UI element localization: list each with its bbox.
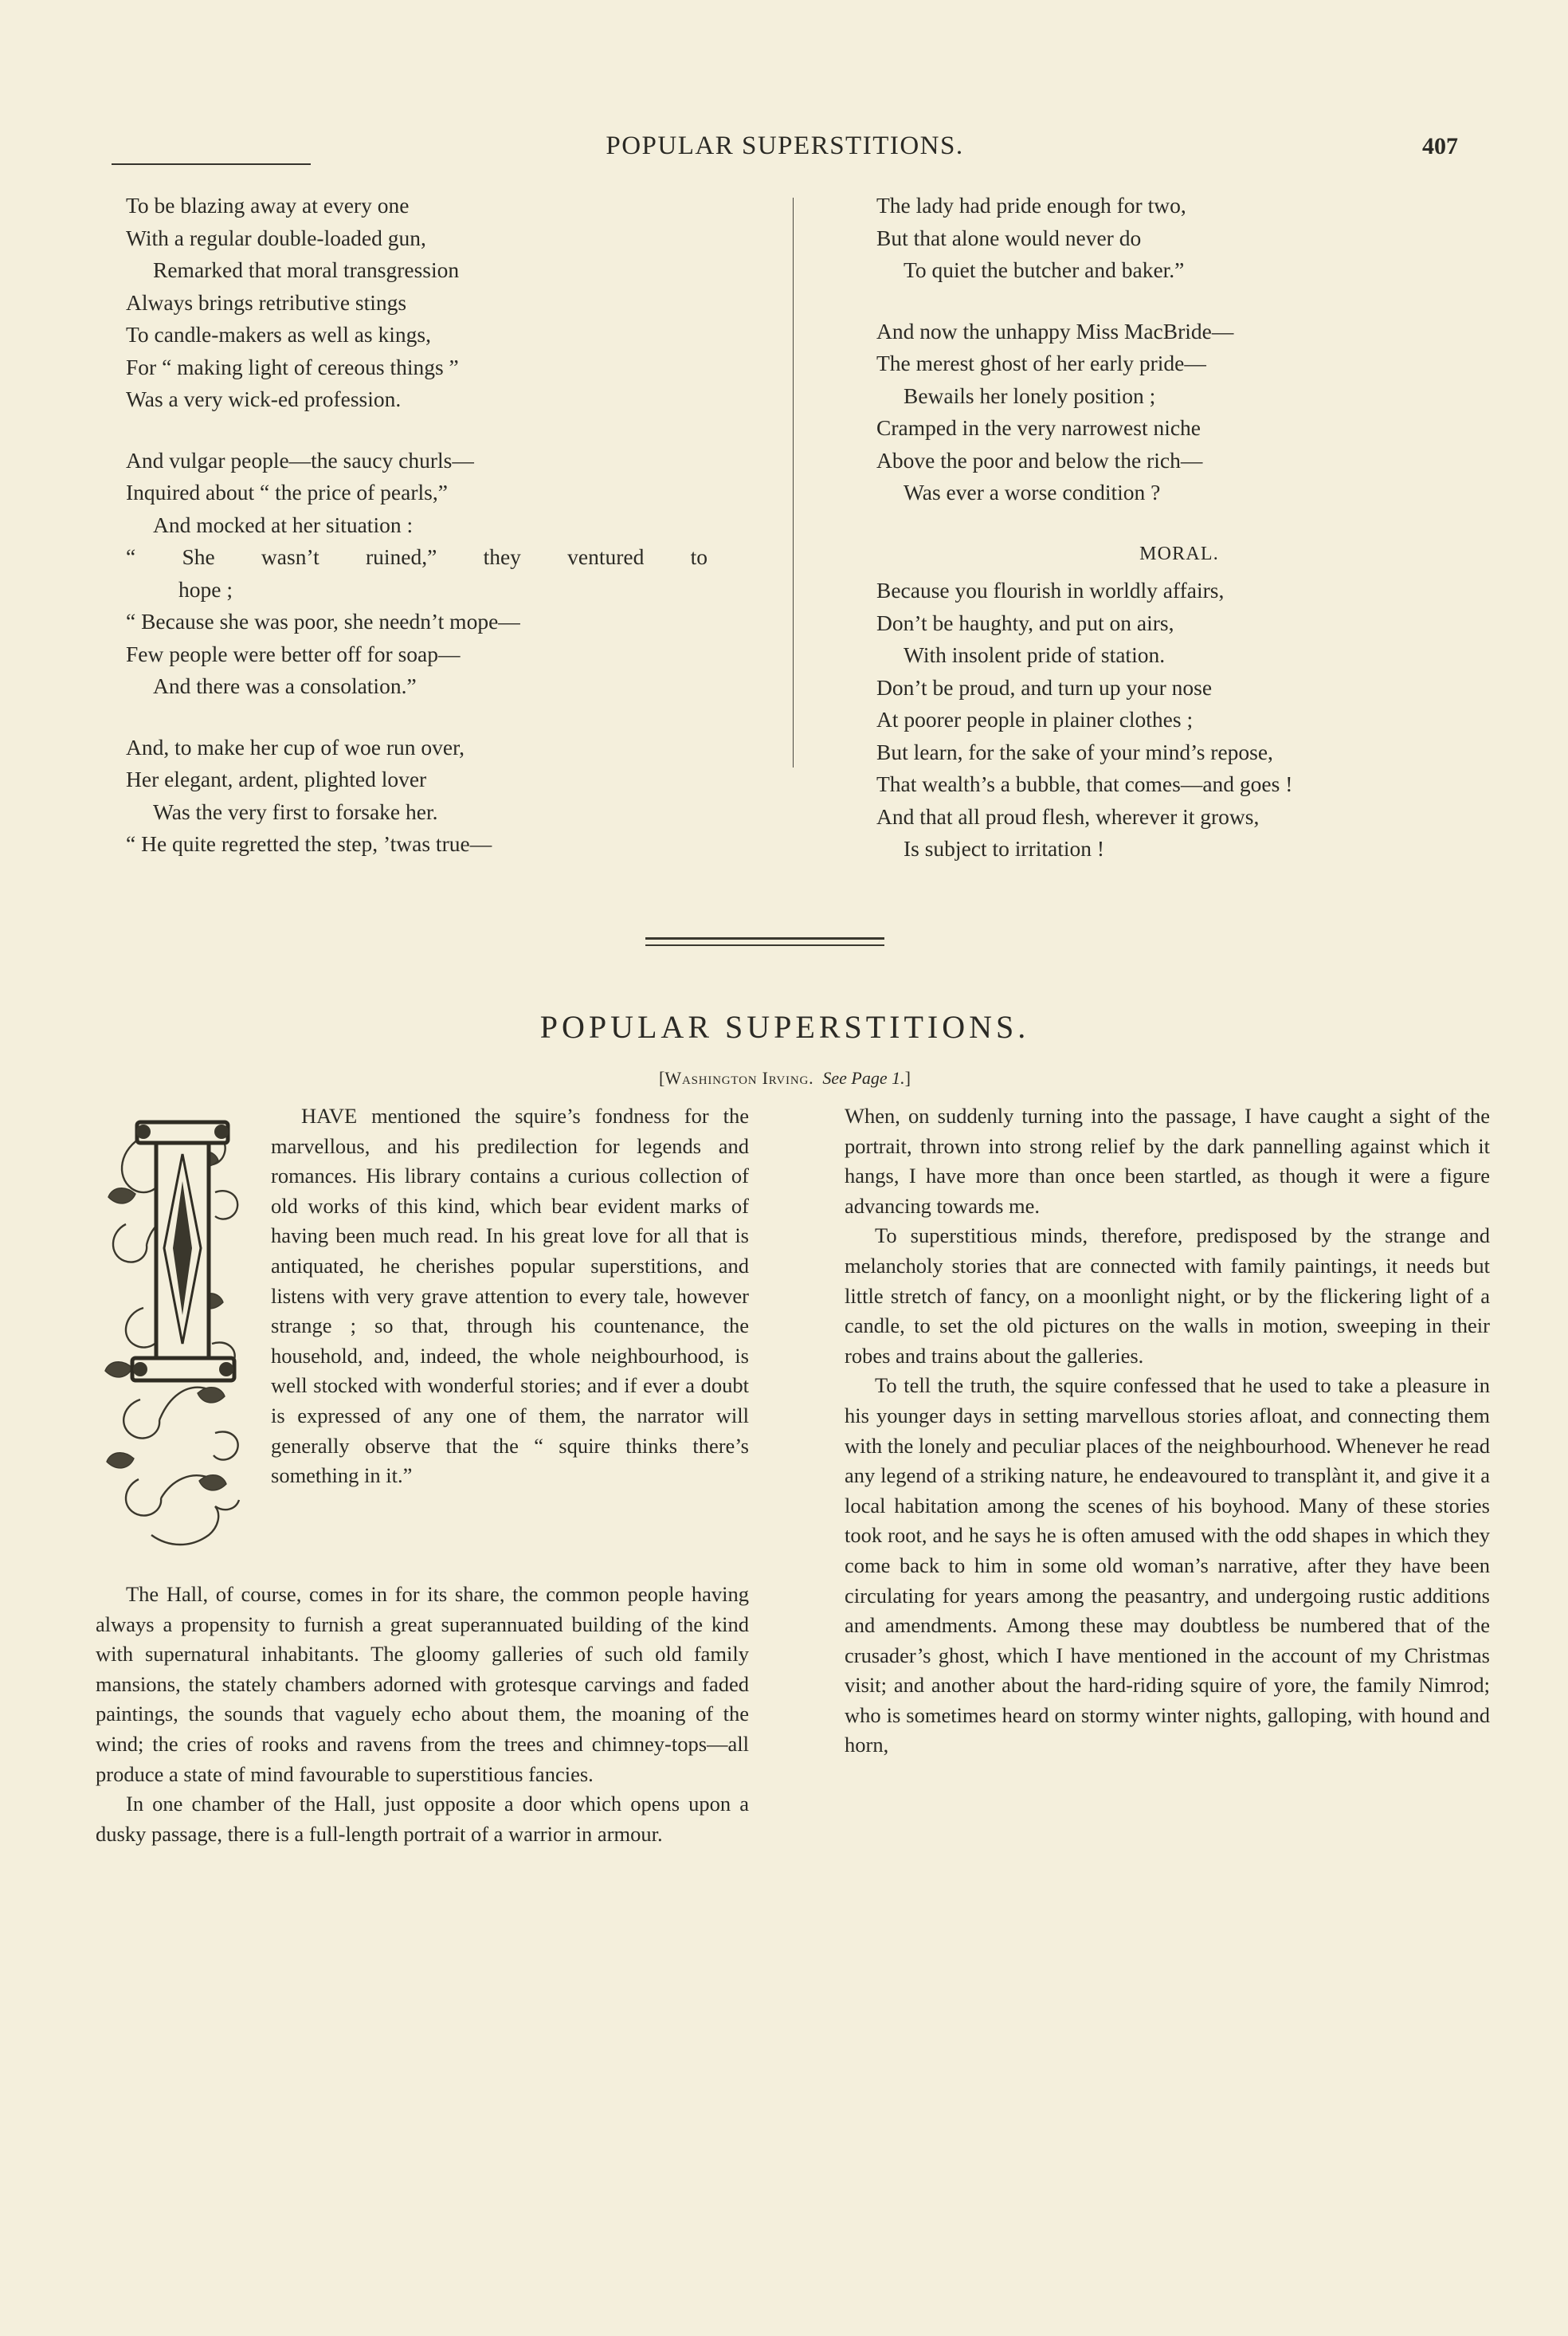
poem-line: And now the unhappy Miss MacBride— xyxy=(876,318,1234,344)
poem-line: And vulgar people—the saucy churls— xyxy=(126,447,474,473)
poem-stanza xyxy=(126,732,708,861)
poem-line: For “ making light of cereous things ” xyxy=(126,354,459,379)
poem-line: “ He quite regretted the step, ’twas true— xyxy=(126,831,492,856)
column-divider-rule xyxy=(793,198,794,768)
poem-line: Above the poor and below the rich— xyxy=(876,447,1203,473)
poem-right-column xyxy=(876,190,1482,894)
poem-stanza xyxy=(876,538,1482,866)
poem-stanza xyxy=(876,190,1482,287)
article-paragraph: To tell the truth, the squire confessed that he used to take a pleasure in his younger days in setting marvellous stories afloat, and connecting them with the lonely and peculiar places of the neighbourhood. Whenever he read any legend of a striking nature, he endeavoured to transplànt it, and give it a local habitation among the scenes of his boyhood. Many of these stories took root, and he says he is often amused with the odd shapes in which they come back to him in some old woman’s narrative, after they have been circulating for years among the peasantry, and undergoing rustic additions and amendments. Among these may doubtless be numbered that of the crusader’s ghost, which I have mentioned in the account of my Christmas visit; and another about the hard-riding squire of yore, the family Nimrod; who is sometimes heard on stormy winter nights, galloping, with hound and horn, xyxy=(845,1373,1490,1757)
poem-line: At poorer people in plainer clothes ; xyxy=(876,707,1194,732)
poem-line: To quiet the butcher and baker.” xyxy=(904,257,1185,282)
poem-stanza-heading: MORAL. xyxy=(1139,543,1219,564)
divider-rule-bottom xyxy=(645,944,884,946)
poem-line: Because you flourish in worldly affairs, xyxy=(876,578,1225,603)
poem-left-column xyxy=(126,190,708,889)
poem-line: And that all proud flesh, wherever it grows, xyxy=(876,803,1260,829)
ornamental-divider xyxy=(645,937,884,946)
poem-line: “ She wasn’t ruined,” they ventured to xyxy=(126,544,708,569)
poem-line: The merest ghost of her early pride— xyxy=(876,351,1206,375)
poem-stanza xyxy=(126,445,708,703)
article-left-column xyxy=(96,1101,749,1849)
poem-line: But that alone would never do xyxy=(876,225,1142,250)
article-paragraph: To superstitious minds, therefore, predisposed by the strange and melancholy stories that are connected with family paintings, it needs but little stretch of fancy, on a moonlight night, or by the flickering light of a candle, to set the old pictures on the walls in motion, sweeping in their robes and trains about the galleries. xyxy=(845,1223,1490,1368)
poem-section xyxy=(112,190,1458,883)
poem-line: And there was a consolation.” xyxy=(153,673,417,698)
poem-line: hope ; xyxy=(178,576,233,602)
poem-line: Is subject to irritation ! xyxy=(904,836,1105,861)
article-title: POPULAR SUPERSTITIONS. xyxy=(539,1009,1030,1045)
credit-note: See Page 1. xyxy=(822,1068,905,1088)
poem-line: “ Because she was poor, she needn’t mope— xyxy=(126,609,520,634)
header-rule xyxy=(112,163,311,165)
illuminated-dropcap-icon xyxy=(96,1105,263,1575)
poem-line: Cramped in the very narrowest niche xyxy=(876,415,1201,440)
poem-line: Was ever a worse condition ? xyxy=(904,480,1161,504)
poem-line: Few people were better off for soap— xyxy=(126,641,461,666)
article-paragraph: HAVE mentioned the squire’s fondness for the marvellous, and his predilection for legends and romances. His library contains a curious collection of old works of this kind, which bear evident marks of having been much read. In his great love for all that is antiquated, he cherishes popular superstitions, and listens with very grave attention to every tale, however strange ; so that, through his countenance, the household, and, indeed, the whole neighbourhood, is well stocked with wonderful stories; and if ever a doubt is expressed of any one of them, the narrator will generally observe that the “ squire thinks there’s something in it.” xyxy=(271,1104,749,1488)
poem-line: Inquired about “ the price of pearls,” xyxy=(126,480,448,504)
poem-stanza xyxy=(126,190,708,416)
poem-line: But learn, for the sake of your mind’s repose, xyxy=(876,739,1273,764)
credit-bracket-open: [ xyxy=(659,1068,665,1088)
poem-line: And, to make her cup of woe run over, xyxy=(126,734,465,760)
poem-line: Bewails her lonely position ; xyxy=(904,383,1156,408)
divider-rule-top xyxy=(645,937,884,940)
poem-stanza xyxy=(876,316,1482,509)
credit-author: Washington Irving. xyxy=(664,1068,814,1088)
poem-line: To be blazing away at every one xyxy=(126,193,410,218)
poem-line: The lady had pride enough for two, xyxy=(876,193,1186,218)
poem-line: Always brings retributive stings xyxy=(126,289,407,315)
poem-line: And mocked at her situation : xyxy=(153,512,414,537)
poem-line: Don’t be proud, and turn up your nose xyxy=(876,674,1213,700)
poem-line: Was the very first to forsake her. xyxy=(153,799,438,824)
credit-bracket-close: ] xyxy=(904,1068,911,1088)
article-paragraph: When, on suddenly turning into the passage, I have caught a sight of the portrait, thrown into strong relief by the dark pannelling against which it hangs, I have more than once been startled, as though it were a figure advancing towards me. xyxy=(845,1104,1490,1218)
poem-line: That wealth’s a bubble, that comes—and goes ! xyxy=(876,771,1293,796)
page-number: 407 xyxy=(1422,133,1458,159)
article-right-column xyxy=(845,1101,1490,1761)
poem-line: Don’t be haughty, and put on airs, xyxy=(876,610,1174,635)
article-credit xyxy=(112,1068,1458,1089)
article-paragraph: The Hall, of course, comes in for its share, the common people having always a propensity to furnish a great superannuated building of the kind with supernatural inhabitants. The gloomy galleries of such old family mansions, the stately chambers adorned with grotesque carvings and faded paintings, the sounds that vaguely echo about them, the moaning of the wind; the cries of rooks and ravens from the trees and chimney-tops—all produce a state of mind favourable to superstitious fancies. xyxy=(96,1582,749,1786)
poem-line: With insolent pride of station. xyxy=(904,642,1166,667)
dropcap-paragraph-wrapper xyxy=(96,1101,749,1580)
running-head-title: POPULAR SUPERSTITIONS. xyxy=(606,132,964,160)
article-paragraph: In one chamber of the Hall, just opposite a door which opens upon a dusky passage, there is a full-length portrait of a warrior in armour. xyxy=(96,1792,749,1846)
poem-line: Remarked that moral transgression xyxy=(153,257,460,282)
poem-line: Her elegant, ardent, plighted lover xyxy=(126,767,427,791)
poem-line: With a regular double-loaded gun, xyxy=(126,225,426,250)
poem-line: Was a very wick-ed profession. xyxy=(126,387,402,411)
poem-line: To candle-makers as well as kings, xyxy=(126,322,431,347)
